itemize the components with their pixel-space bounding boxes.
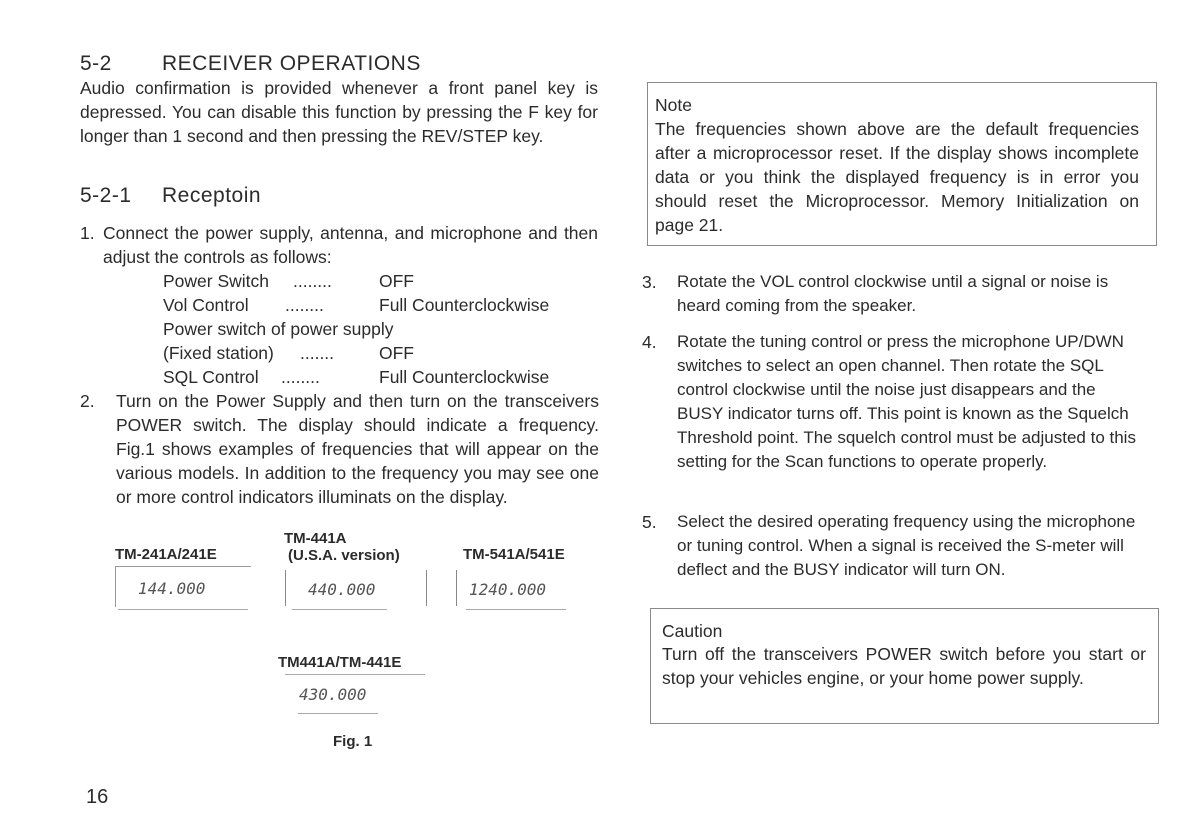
control-name: (Fixed station) xyxy=(163,343,274,363)
control-value: Full Counterclockwise xyxy=(379,367,550,387)
note-box xyxy=(647,82,1157,246)
lcd-indicator-row xyxy=(466,609,566,610)
note-body: The frequencies shown above are the default frequencies after a microprocessor reset. If the display shows incomplete data or you think the displayed frequency is in error you should reset the Microprocessor. Memory Initialization on page 21. xyxy=(655,119,1139,235)
caution-title: Caution xyxy=(662,621,723,641)
model-label: (U.S.A. version) xyxy=(288,547,400,564)
model-label: TM-441A xyxy=(284,530,347,547)
model-label: TM-241A/241E xyxy=(115,546,217,563)
lcd-indicator-row xyxy=(298,713,378,714)
step-number: 3. xyxy=(642,272,657,292)
section-number: 5-2 xyxy=(80,52,112,75)
control-dots: ........ xyxy=(285,295,324,315)
model-label: TM441A/TM-441E xyxy=(278,654,402,671)
control-dots: ........ xyxy=(293,271,332,291)
step-number: 5. xyxy=(642,512,657,532)
caution-box xyxy=(650,608,1159,724)
step-text: Connect the power supply, antenna, and microphone and then adjust the controls as follows: xyxy=(103,223,598,267)
step-text: Rotate the VOL control clockwise until a signal or noise is heard coming from the speaker. xyxy=(677,272,1109,315)
subsection-title: Receptoin xyxy=(162,184,262,207)
caution-body: Turn off the transceivers POWER switch before you start or stop your vehicles engine, or your home power supply. xyxy=(662,644,1146,688)
step-number: 1. xyxy=(80,223,95,243)
lcd-display xyxy=(115,566,251,607)
section-title: RECEIVER OPERATIONS xyxy=(162,52,421,75)
control-name: Power Switch xyxy=(163,271,270,291)
subsection-number: 5-2-1 xyxy=(80,184,132,207)
control-value: Full Counterclockwise xyxy=(379,295,550,315)
step-text: Rotate the tuning control or press the microphone UP/DWN switches to select an open channel. Then rotate the SQL control clockwise until the noise just disappears and the BUSY indicator turns off. This point is known as the Squelch Threshold point. The squelch control must be adjusted to this setting for the Scan functions to operate properly. xyxy=(677,332,1136,471)
figure-caption: Fig. 1 xyxy=(333,733,373,750)
control-value: OFF xyxy=(379,271,414,291)
step-number: 2. xyxy=(80,391,95,411)
lcd-display xyxy=(285,674,425,711)
note-title: Note xyxy=(655,95,692,115)
control-name: Vol Control xyxy=(163,295,249,315)
step-text: Turn on the Power Supply and then turn on the transceivers POWER switch. The display should indicate a frequency. Fig.1 shows examples of frequencies that will appear on the various models. In addition to the frequency you may see one or more control indicators illuminats on the display. xyxy=(116,391,599,507)
control-value: OFF xyxy=(379,343,414,363)
control-name: Power switch of power supply xyxy=(163,319,394,339)
step-number: 4. xyxy=(642,332,657,352)
control-dots: ........ xyxy=(281,367,320,387)
lcd-display xyxy=(456,570,577,606)
control-name: SQL Control xyxy=(163,367,259,387)
section-intro: Audio confirmation is provided whenever a front panel key is depressed. You can disable this function by pressing the F key for longer than 1 second and then pressing the REV/STEP key. xyxy=(80,78,598,146)
model-label: TM-541A/541E xyxy=(463,546,565,563)
lcd-indicator-row xyxy=(118,609,248,610)
page-number: 16 xyxy=(86,786,109,808)
control-dots: ....... xyxy=(300,343,335,363)
lcd-frequency: 440.000 xyxy=(308,580,376,599)
lcd-display xyxy=(285,570,427,606)
step-text: Select the desired operating frequency using the microphone or tuning control. When a signal is received the S-meter will deflect and the BUSY indicator will turn ON. xyxy=(677,512,1136,579)
lcd-frequency: 430.000 xyxy=(299,685,367,704)
lcd-indicator-row xyxy=(292,609,387,610)
lcd-frequency: 144.000 xyxy=(138,579,206,598)
lcd-frequency: 1240.000 xyxy=(469,580,547,599)
